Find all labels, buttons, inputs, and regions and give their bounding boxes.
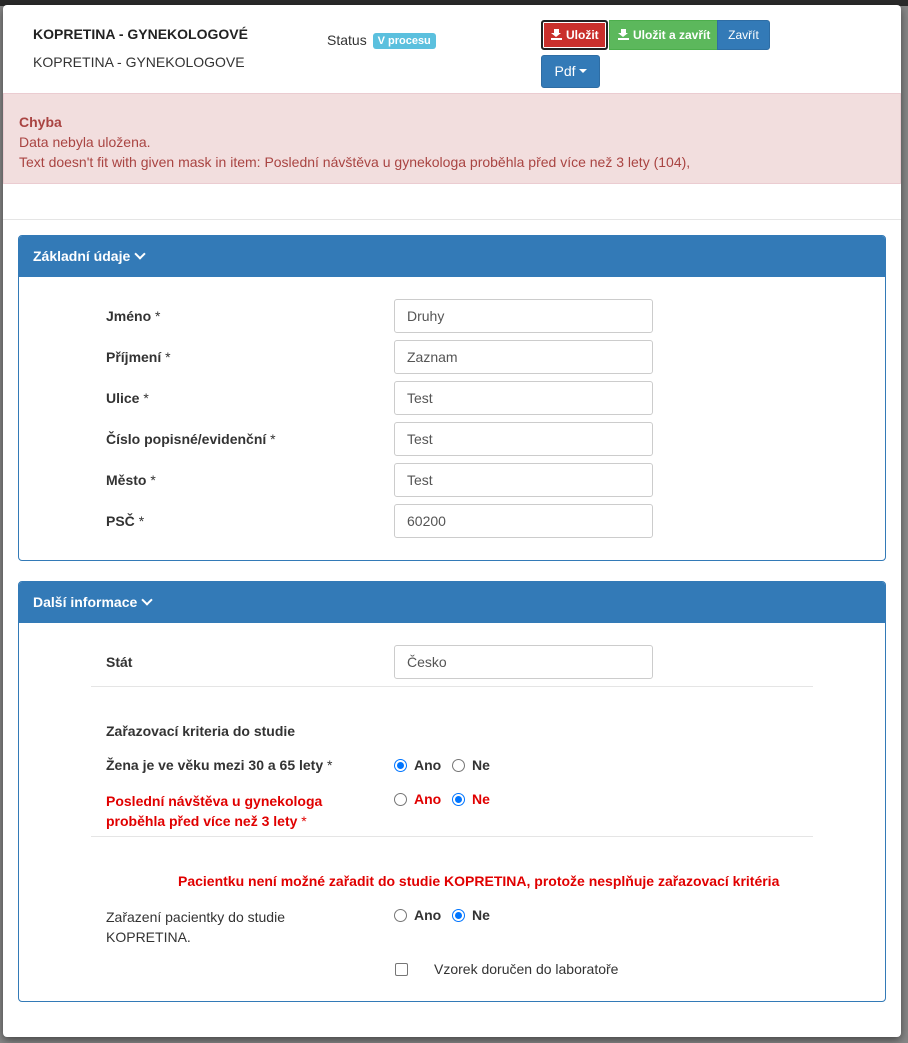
last-visit-yes-radio[interactable] [394,791,441,807]
save-and-close-button[interactable] [609,20,718,50]
country-label: Stát [106,654,133,670]
error-alert [3,93,901,184]
city-input[interactable] [394,463,653,497]
age-criterion-yes-radio[interactable] [394,757,441,773]
street-label: Ulice * [106,390,149,406]
age-criterion-no-radio[interactable] [452,757,490,773]
zip-label: PSČ * [106,513,145,529]
radio-label: Ne [472,791,490,807]
radio-checked-icon [452,909,465,922]
last-visit-criterion-label: Poslední návštěva u gynekologa proběhla před více než 3 lety * [106,793,323,829]
modal-header [3,5,901,93]
save-and-close-label: Uložit a zavřít [633,28,711,42]
status-badge: V procesu [373,33,436,49]
alert-message: Data nebyla uložena. [19,134,151,150]
radio-checked-icon [394,759,407,772]
radio-unchecked-icon [394,793,407,806]
street-input[interactable] [394,381,653,415]
radio-unchecked-icon [394,909,407,922]
basic-info-panel-heading[interactable] [19,236,885,277]
first-name-input[interactable] [394,299,653,333]
divider [91,686,813,687]
alert-detail: Text doesn't fit with given mask in item: Poslední návštěva u gynekologa proběhla před více než 3 lety (104), [19,154,691,170]
inclusion-warning: Pacientku není možné zařadit do studie KOPRETINA, protože nesplňuje zařazovací kritéria [178,873,780,889]
more-info-heading-label: Další informace [33,594,138,610]
save-button-label: Uložit [566,28,599,42]
radio-unchecked-icon [452,759,465,772]
download-icon [618,29,629,40]
sample-delivered-checkbox[interactable] [395,963,408,976]
radio-label: Ne [472,757,490,773]
divider [91,836,813,837]
modal-subtitle: KOPRETINA - GYNEKOLOGOVE [33,54,245,70]
last-name-input[interactable] [394,340,653,374]
house-number-input[interactable] [394,422,653,456]
download-icon [551,29,562,40]
alert-title: Chyba [19,114,62,130]
country-input[interactable] [394,645,653,679]
zip-input[interactable] [394,504,653,538]
inclusion-no-radio[interactable] [452,907,490,923]
first-name-label: Jméno * [106,308,161,324]
city-label: Město * [106,472,156,488]
pdf-dropdown-button[interactable] [541,55,600,88]
radio-label: Ano [414,907,442,923]
close-button[interactable]: Zavřít [717,20,770,50]
sample-delivered-label: Vzorek doručen do laboratoře [434,961,619,977]
chevron-down-icon [142,594,153,605]
status-label: Status [327,32,367,48]
inclusion-yes-radio[interactable] [394,907,441,923]
chevron-down-icon [135,248,146,259]
status-indicator [327,32,436,49]
radio-checked-icon [452,793,465,806]
pdf-label: Pdf [554,63,576,79]
basic-info-heading-label: Základní údaje [33,248,131,264]
record-modal [3,5,901,1037]
radio-label: Ano [414,757,442,773]
header-divider [3,219,901,220]
caret-down-icon [579,69,587,73]
inclusion-label: Zařazení pacientky do studie KOPRETINA. [106,909,285,945]
more-info-panel [18,581,886,1002]
radio-label: Ne [472,907,490,923]
save-button[interactable] [541,20,608,50]
criteria-title: Zařazovací kriteria do studie [106,723,296,739]
last-name-label: Příjmení * [106,349,171,365]
basic-info-panel [18,235,886,561]
more-info-panel-heading[interactable] [19,582,885,623]
house-number-label: Číslo popisné/evidenční * [106,431,276,447]
last-visit-no-radio[interactable] [452,791,490,807]
modal-title: KOPRETINA - GYNEKOLOGOVÉ [33,26,248,42]
age-criterion-label: Žena je ve věku mezi 30 a 65 lety * [106,757,333,773]
radio-label: Ano [414,791,442,807]
